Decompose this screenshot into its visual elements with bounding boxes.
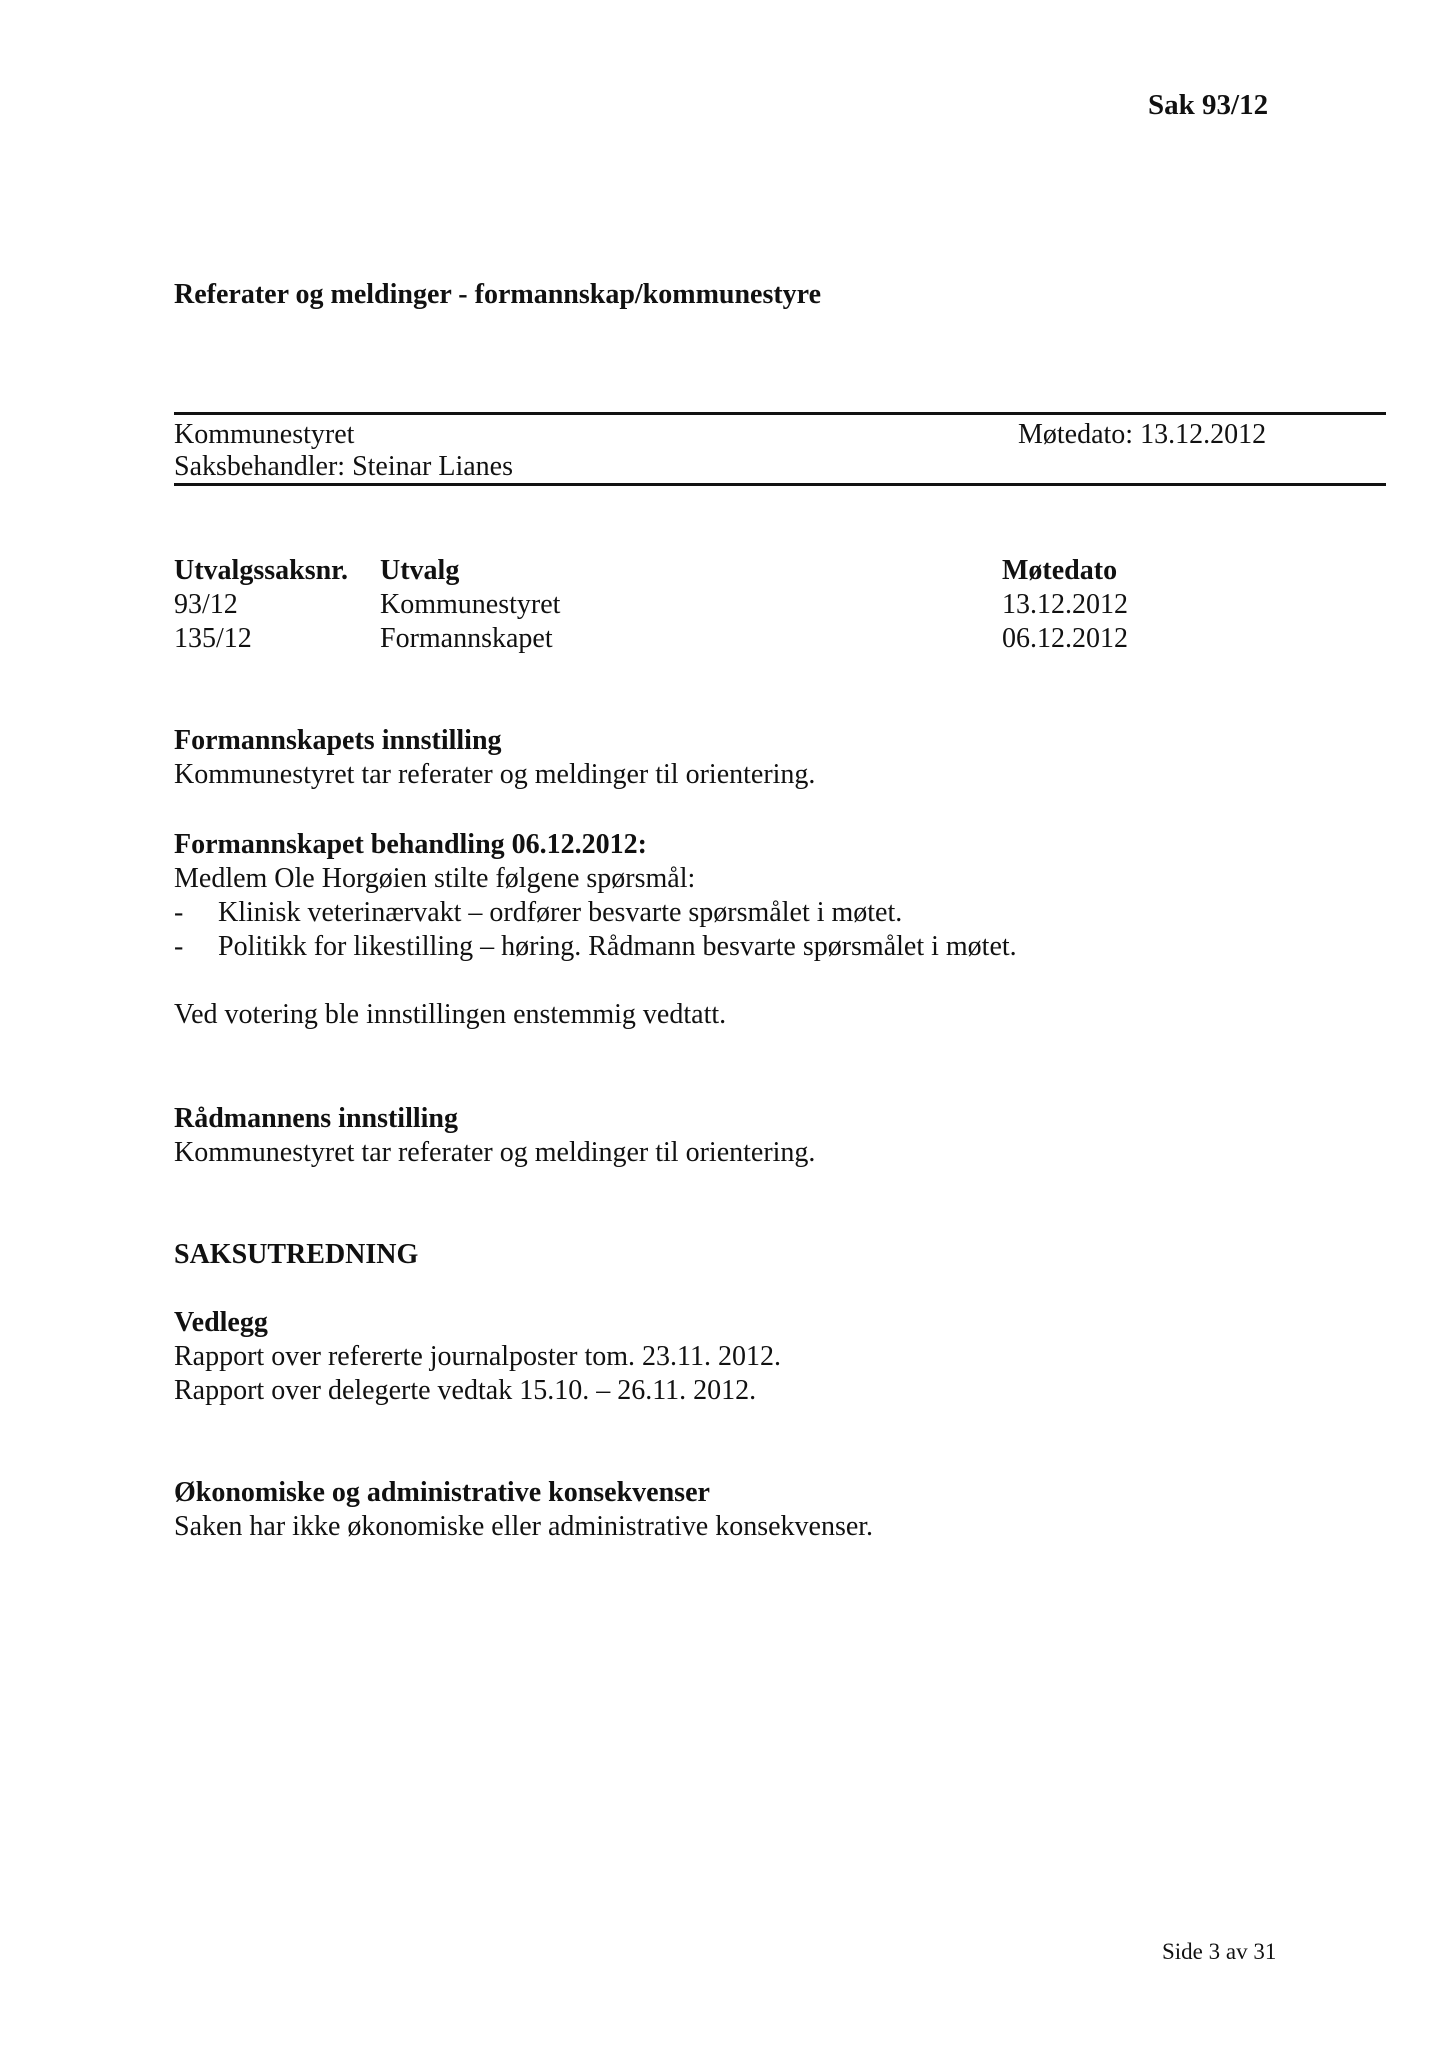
section-heading: Rådmannens innstilling <box>174 1103 458 1134</box>
bullet-text: Klinisk veterinærvakt – ordfører besvarte spørsmålet i møtet. <box>218 897 903 928</box>
bullet-dash: - <box>174 931 184 962</box>
section-text: Kommunestyret tar referater og meldinger til orientering. <box>174 759 816 790</box>
table-cell: 135/12 <box>174 623 252 654</box>
meta-case-handler: Saksbehandler: Steinar Lianes <box>174 451 514 482</box>
page-number: Side 3 av 31 <box>1162 1939 1277 1964</box>
table-cell: 93/12 <box>174 589 238 620</box>
meta-body: Kommunestyret <box>174 419 355 450</box>
table-header: Møtedato <box>1002 555 1118 586</box>
attachment-item: Rapport over refererte journalposter tom. 23.11. 2012. <box>174 1341 782 1372</box>
table-row <box>174 588 1274 622</box>
table-cell: 06.12.2012 <box>1002 623 1128 654</box>
divider-top <box>174 412 1386 415</box>
section-text: Kommunestyret tar referater og meldinger til orientering. <box>174 1137 816 1168</box>
section-heading: Vedlegg <box>174 1307 268 1338</box>
attachment-item: Rapport over delegerte vedtak 15.10. – 26.11. 2012. <box>174 1375 757 1406</box>
case-number: Sak 93/12 <box>1148 89 1269 121</box>
table-header: Utvalgssaksnr. <box>174 555 349 586</box>
section-heading: Formannskapets innstilling <box>174 725 502 756</box>
bullet-dash: - <box>174 897 184 928</box>
list-item <box>174 896 1274 930</box>
table-cell: Kommunestyret <box>380 589 561 620</box>
section-heading: Formannskapet behandling 06.12.2012: <box>174 829 647 860</box>
table-header: Utvalg <box>380 555 460 586</box>
section-heading: SAKSUTREDNING <box>174 1239 419 1270</box>
vote-text: Ved votering ble innstillingen enstemmig vedtatt. <box>174 999 727 1030</box>
meta-meeting-date: Møtedato: 13.12.2012 <box>1018 419 1267 450</box>
table-row <box>174 622 1274 656</box>
section-text: Medlem Ole Horgøien stilte følgene spørsmål: <box>174 863 696 894</box>
table-cell: 13.12.2012 <box>1002 589 1128 620</box>
bullet-text: Politikk for likestilling – høring. Rådmann besvarte spørsmålet i møtet. <box>218 931 1017 962</box>
list-item <box>174 930 1274 964</box>
section-text: Saken har ikke økonomiske eller administrative konsekvenser. <box>174 1511 874 1542</box>
table-header-row <box>174 554 1274 588</box>
divider-bottom <box>174 483 1386 486</box>
section-heading: Økonomiske og administrative konsekvenser <box>174 1477 710 1508</box>
table-cell: Formannskapet <box>380 623 553 654</box>
document-title: Referater og meldinger - formannskap/kommunestyre <box>174 279 822 310</box>
